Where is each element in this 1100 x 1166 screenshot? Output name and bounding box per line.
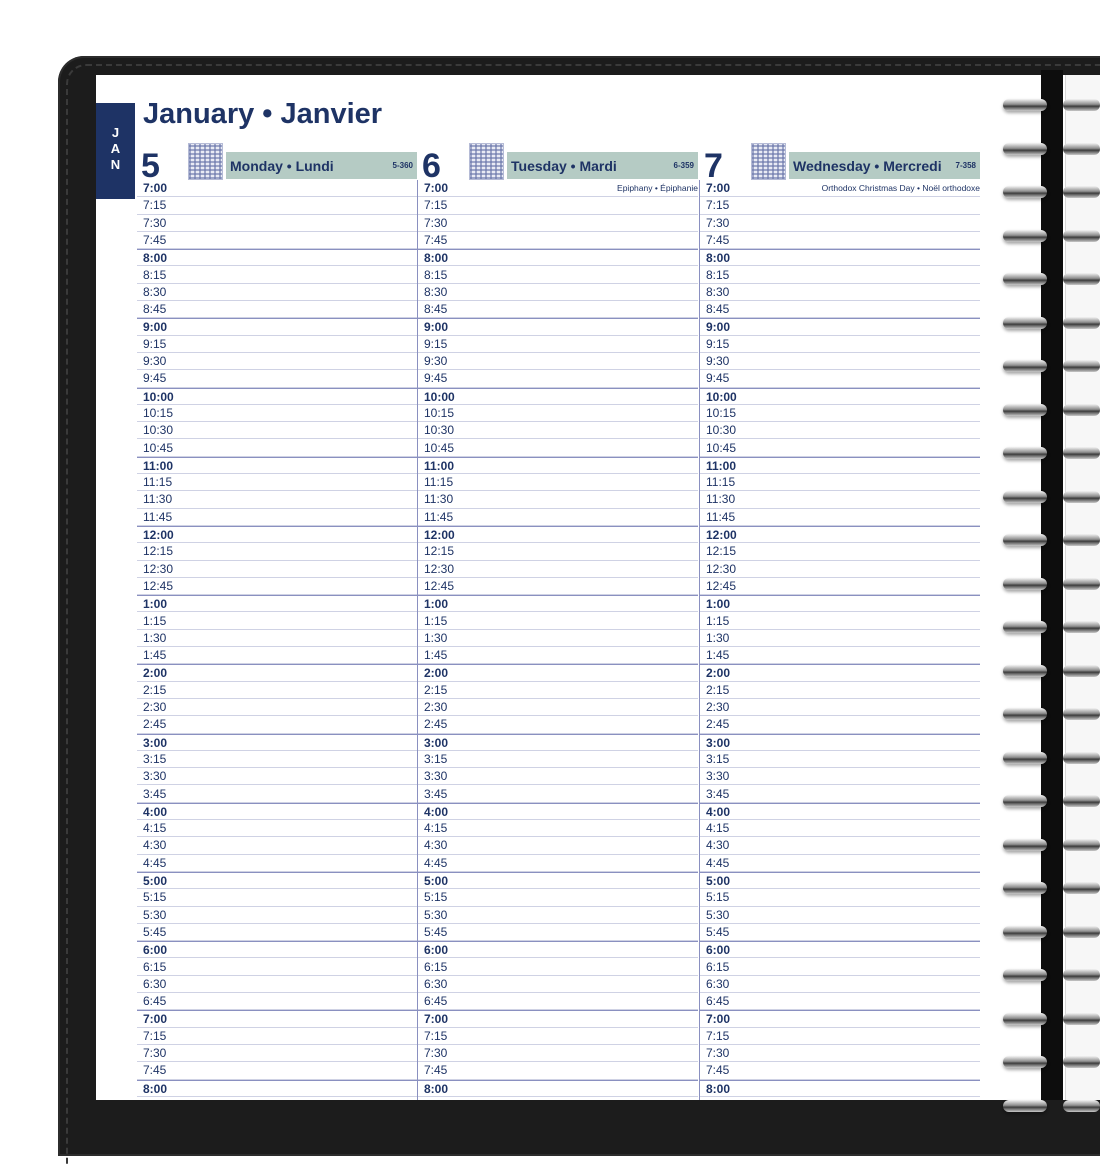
time-slot[interactable]: 3:30 — [137, 768, 417, 785]
time-slot[interactable]: 5:15 — [700, 889, 980, 906]
time-slot[interactable]: 8:15 — [418, 267, 698, 284]
time-slot[interactable]: 5:45 — [418, 924, 698, 941]
time-slot[interactable]: 3:00 — [137, 734, 417, 751]
time-slot[interactable]: 10:30 — [700, 422, 980, 439]
binding-ring — [1003, 1009, 1100, 1031]
time-slot[interactable]: 2:45 — [418, 716, 698, 733]
time-slot[interactable]: 12:15 — [418, 543, 698, 560]
day-number: 5 — [141, 147, 160, 185]
day-of-year-code: 6-359 — [673, 161, 694, 170]
time-slot[interactable]: 9:00 — [700, 318, 980, 335]
time-slot[interactable]: 6:00 — [700, 941, 980, 958]
time-slot[interactable]: 4:00 — [700, 803, 980, 820]
binding-ring — [1003, 835, 1100, 857]
time-slot[interactable]: 12:45 — [418, 578, 698, 595]
time-slot[interactable]: 1:45 — [137, 647, 417, 664]
time-slot[interactable]: 9:45 — [700, 370, 980, 387]
time-slot[interactable]: 3:15 — [418, 751, 698, 768]
time-slot[interactable]: 11:30 — [418, 491, 698, 508]
time-slot[interactable]: 6:30 — [700, 976, 980, 993]
time-slot[interactable]: 11:00 — [137, 457, 417, 474]
day-name: Monday • Lundi — [230, 157, 334, 174]
day-name-band — [226, 152, 417, 179]
time-slot[interactable]: 11:15 — [137, 474, 417, 491]
time-slot[interactable]: 9:30 — [137, 353, 417, 370]
time-slot[interactable]: 5:15 — [418, 889, 698, 906]
time-slot[interactable]: 12:00 — [137, 526, 417, 543]
time-slot[interactable]: 7:45 — [137, 1062, 417, 1079]
time-slot[interactable]: 8:00 — [418, 249, 698, 266]
time-slot[interactable]: 7:00 — [700, 1010, 980, 1027]
time-slot[interactable]: 12:15 — [700, 543, 980, 560]
binding-ring — [1003, 1052, 1100, 1074]
time-slot[interactable]: 12:00 — [700, 526, 980, 543]
time-slot[interactable]: 7:00 — [418, 1010, 698, 1027]
holiday-label: Orthodox Christmas Day • Noël orthodoxe — [821, 183, 980, 193]
time-slot[interactable]: 9:30 — [700, 353, 980, 370]
time-slot[interactable]: 9:00 — [418, 318, 698, 335]
time-slot[interactable]: 10:15 — [137, 405, 417, 422]
time-slot[interactable]: 5:30 — [700, 907, 980, 924]
time-slot[interactable]: 2:30 — [418, 699, 698, 716]
time-slot[interactable]: 7:00 — [700, 180, 980, 197]
time-slot[interactable]: 9:00 — [137, 318, 417, 335]
month-tab-letter: N — [110, 157, 121, 172]
time-slot[interactable]: 7:15 — [137, 1028, 417, 1045]
time-slot[interactable]: 8:00 — [700, 249, 980, 266]
time-slot[interactable]: 8:15 — [137, 267, 417, 284]
time-slot[interactable]: 5:15 — [137, 889, 417, 906]
time-slot[interactable]: 7:30 — [137, 215, 417, 232]
time-slot[interactable]: 5:00 — [418, 872, 698, 889]
time-slot[interactable]: 12:45 — [700, 578, 980, 595]
time-slot[interactable]: 5:45 — [700, 924, 980, 941]
time-slot[interactable]: 3:45 — [700, 786, 980, 803]
time-slot[interactable]: 11:15 — [700, 474, 980, 491]
month-tab-letter: A — [110, 141, 121, 156]
time-slot[interactable]: 6:30 — [137, 976, 417, 993]
time-slot[interactable]: 2:30 — [137, 699, 417, 716]
time-slot[interactable]: 10:30 — [137, 422, 417, 439]
time-slot[interactable]: 10:45 — [418, 440, 698, 457]
time-slot[interactable]: 11:30 — [137, 491, 417, 508]
time-slot[interactable]: 2:00 — [418, 664, 698, 681]
time-slot[interactable]: 7:30 — [137, 1045, 417, 1062]
time-slot[interactable]: 7:30 — [418, 1045, 698, 1062]
time-slot[interactable]: 12:30 — [137, 561, 417, 578]
binding-ring — [1003, 661, 1100, 683]
time-slot[interactable]: 7:00 — [137, 1010, 417, 1027]
time-slot[interactable]: 7:30 — [418, 215, 698, 232]
time-slot[interactable]: 11:45 — [137, 509, 417, 526]
binding-ring — [1003, 748, 1100, 770]
binding-ring — [1003, 226, 1100, 248]
time-slot[interactable]: 3:45 — [137, 786, 417, 803]
time-slot[interactable]: 10:15 — [700, 405, 980, 422]
time-slot[interactable]: 1:45 — [418, 647, 698, 664]
time-slot[interactable]: 8:45 — [700, 301, 980, 318]
time-slot[interactable]: 6:30 — [418, 976, 698, 993]
time-slot[interactable]: 6:00 — [137, 941, 417, 958]
time-slot[interactable]: 9:30 — [418, 353, 698, 370]
time-slot[interactable]: 1:30 — [418, 630, 698, 647]
time-slot[interactable]: 10:00 — [700, 388, 980, 405]
time-slot[interactable]: 5:00 — [137, 872, 417, 889]
time-slot[interactable]: 8:30 — [137, 284, 417, 301]
time-slot[interactable]: 8:45 — [137, 301, 417, 318]
time-slot[interactable]: 5:45 — [137, 924, 417, 941]
binding-ring — [1003, 1096, 1100, 1118]
time-slot[interactable]: 4:15 — [137, 820, 417, 837]
time-slot[interactable]: 2:45 — [700, 716, 980, 733]
binding-ring — [1003, 313, 1100, 335]
binding-ring — [1003, 487, 1100, 509]
time-slot[interactable]: 4:30 — [418, 837, 698, 854]
binding-ring — [1003, 530, 1100, 552]
time-slot[interactable]: 1:30 — [700, 630, 980, 647]
time-slot[interactable]: 4:00 — [418, 803, 698, 820]
time-slot[interactable]: 3:30 — [418, 768, 698, 785]
time-slot[interactable]: 5:00 — [700, 872, 980, 889]
day-of-year-code: 7-358 — [955, 161, 976, 170]
binding-ring — [1003, 791, 1100, 813]
day-name-band — [789, 152, 980, 179]
time-slot[interactable]: 8:30 — [700, 284, 980, 301]
holiday-label: Epiphany • Épiphanie — [617, 183, 698, 193]
time-slot[interactable]: 5:30 — [137, 907, 417, 924]
day-name-band — [507, 152, 698, 179]
day-number: 6 — [422, 147, 441, 185]
time-slot[interactable]: 7:45 — [137, 232, 417, 249]
time-slot[interactable]: 2:30 — [700, 699, 980, 716]
time-slot[interactable]: 4:00 — [137, 803, 417, 820]
time-slot[interactable]: 8:30 — [418, 284, 698, 301]
time-slot[interactable]: 12:15 — [137, 543, 417, 560]
time-slot[interactable]: 6:00 — [418, 941, 698, 958]
time-slot[interactable]: 9:15 — [700, 336, 980, 353]
binding-ring — [1003, 704, 1100, 726]
time-slot[interactable]: 12:45 — [137, 578, 417, 595]
binding-ring — [1003, 443, 1100, 465]
time-slot[interactable]: 2:45 — [137, 716, 417, 733]
time-slot[interactable]: 7:30 — [700, 1045, 980, 1062]
time-slot[interactable]: 8:00 — [418, 1080, 698, 1097]
time-slot[interactable]: 9:15 — [137, 336, 417, 353]
time-slot[interactable]: 10:00 — [137, 388, 417, 405]
time-slot[interactable]: 7:15 — [700, 1028, 980, 1045]
time-slot[interactable]: 10:45 — [700, 440, 980, 457]
time-slot[interactable]: 4:15 — [418, 820, 698, 837]
binding-ring — [1003, 182, 1100, 204]
time-slot[interactable]: 3:00 — [700, 734, 980, 751]
time-slot[interactable]: 4:45 — [700, 855, 980, 872]
time-slot[interactable]: 2:15 — [137, 682, 417, 699]
time-slot[interactable]: 4:45 — [418, 855, 698, 872]
time-slot[interactable]: 10:30 — [418, 422, 698, 439]
time-slot[interactable]: 4:30 — [137, 837, 417, 854]
qr-code-icon — [470, 144, 503, 179]
binding-ring — [1003, 269, 1100, 291]
binding-ring — [1003, 965, 1100, 987]
qr-code-icon — [752, 144, 785, 179]
time-slot[interactable]: 11:00 — [418, 457, 698, 474]
time-slot[interactable]: 7:45 — [418, 1062, 698, 1079]
time-slot[interactable]: 7:00 — [137, 180, 417, 197]
time-slot[interactable]: 7:00 — [418, 180, 698, 197]
time-slot[interactable]: 9:45 — [137, 370, 417, 387]
time-slot[interactable]: 2:15 — [700, 682, 980, 699]
day-number: 7 — [704, 147, 723, 185]
time-slot[interactable]: 1:15 — [418, 613, 698, 630]
time-slot[interactable]: 10:00 — [418, 388, 698, 405]
time-slot[interactable]: 1:00 — [137, 595, 417, 612]
time-slot[interactable]: 7:45 — [700, 232, 980, 249]
time-slot[interactable]: 6:15 — [700, 959, 980, 976]
time-slot[interactable]: 3:00 — [418, 734, 698, 751]
binding-ring — [1003, 400, 1100, 422]
time-slot[interactable]: 12:30 — [700, 561, 980, 578]
time-slot[interactable]: 6:45 — [700, 993, 980, 1010]
time-slot[interactable]: 6:15 — [137, 959, 417, 976]
binding-ring — [1003, 574, 1100, 596]
time-slot[interactable]: 1:15 — [137, 613, 417, 630]
time-slot[interactable]: 2:00 — [700, 664, 980, 681]
time-slot[interactable]: 1:15 — [700, 613, 980, 630]
time-slot[interactable]: 5:30 — [418, 907, 698, 924]
month-tab[interactable] — [96, 103, 135, 199]
time-slot[interactable]: 7:30 — [700, 215, 980, 232]
qr-code-icon — [189, 144, 222, 179]
time-slot[interactable]: 12:00 — [418, 526, 698, 543]
time-slot[interactable]: 10:15 — [418, 405, 698, 422]
month-tab-letter: J — [111, 125, 120, 140]
time-slot[interactable]: 1:00 — [418, 595, 698, 612]
time-slot[interactable]: 4:15 — [700, 820, 980, 837]
time-slot[interactable]: 1:45 — [700, 647, 980, 664]
day-name: Wednesday • Mercredi — [793, 157, 942, 174]
time-slot[interactable]: 4:45 — [137, 855, 417, 872]
time-slot[interactable]: 7:15 — [418, 1028, 698, 1045]
time-slot[interactable]: 4:30 — [700, 837, 980, 854]
time-slot[interactable]: 6:45 — [418, 993, 698, 1010]
month-title: January • Janvier — [143, 98, 383, 130]
time-slot[interactable]: 7:15 — [418, 197, 698, 214]
time-slot[interactable]: 11:00 — [700, 457, 980, 474]
binding-ring — [1003, 617, 1100, 639]
time-slot[interactable]: 12:30 — [418, 561, 698, 578]
time-slot[interactable]: 3:15 — [137, 751, 417, 768]
time-slot[interactable]: 1:30 — [137, 630, 417, 647]
time-slot[interactable]: 8:45 — [418, 301, 698, 318]
time-slot[interactable]: 2:00 — [137, 664, 417, 681]
binding-ring — [1003, 922, 1100, 944]
binding-ring — [1003, 139, 1100, 161]
time-slot[interactable]: 11:45 — [700, 509, 980, 526]
time-slot[interactable]: 1:00 — [700, 595, 980, 612]
time-slot[interactable]: 6:45 — [137, 993, 417, 1010]
time-slot[interactable]: 2:15 — [418, 682, 698, 699]
time-slot[interactable]: 8:15 — [700, 267, 980, 284]
time-slot[interactable]: 3:45 — [418, 786, 698, 803]
binding-ring — [1003, 95, 1100, 117]
time-slot[interactable]: 8:00 — [137, 1080, 417, 1097]
day-name: Tuesday • Mardi — [511, 157, 617, 174]
time-slot[interactable]: 3:30 — [700, 768, 980, 785]
time-slot[interactable]: 7:45 — [418, 232, 698, 249]
time-slot[interactable]: 8:00 — [700, 1080, 980, 1097]
time-slot[interactable]: 3:15 — [700, 751, 980, 768]
binding-ring — [1003, 356, 1100, 378]
time-slot[interactable]: 7:15 — [700, 197, 980, 214]
time-slot[interactable]: 11:15 — [418, 474, 698, 491]
time-slot[interactable]: 11:30 — [700, 491, 980, 508]
time-slot[interactable]: 11:45 — [418, 509, 698, 526]
time-slot[interactable]: 7:45 — [700, 1062, 980, 1079]
time-slot[interactable]: 7:15 — [137, 197, 417, 214]
time-slot[interactable]: 10:45 — [137, 440, 417, 457]
time-slot[interactable]: 9:15 — [418, 336, 698, 353]
binding-ring — [1003, 878, 1100, 900]
day-of-year-code: 5-360 — [392, 161, 413, 170]
time-slot[interactable]: 6:15 — [418, 959, 698, 976]
time-slot[interactable]: 9:45 — [418, 370, 698, 387]
time-slot[interactable]: 8:00 — [137, 249, 417, 266]
